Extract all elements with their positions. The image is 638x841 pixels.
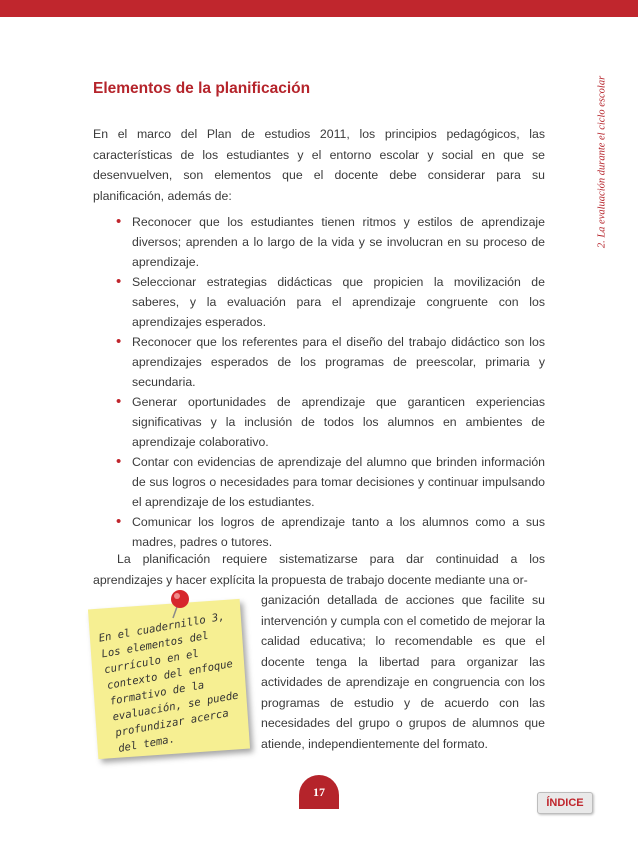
list-item: [116, 512, 545, 552]
sticky-note-text: En el cuadernillo 3, Los elementos del currículo en el contexto del enfoque formativo de la evaluación, se puede profundizar acerca del tema.: [97, 610, 240, 755]
bullet-icon: •: [116, 273, 122, 290]
page-number: 17: [299, 775, 339, 809]
intro-paragraph: En el marco del Plan de estudios 2011, los principios pedagógicos, las características de los estudiantes y el entorno escolar y social en que se desenvuelven, son elementos que el docente debe considerar para su planificación, además de:: [93, 127, 545, 203]
list-item: [116, 212, 545, 272]
chapter-side-label: [582, 72, 622, 252]
list-item-text: Comunicar los logros de aprendizaje tanto a los alumnos como a sus madres, padres o tutores.: [132, 515, 545, 549]
bullet-icon: •: [116, 453, 122, 470]
list-item: [116, 332, 545, 392]
list-item-text: Generar oportunidades de aprendizaje que garanticen experiencias significativas y la inclusión de todos los alumnos en ambientes de aprendizaje colaborativo.: [132, 395, 545, 449]
push-pin-icon: [165, 588, 191, 628]
list-item: [116, 272, 545, 332]
bullet-icon: •: [116, 513, 122, 530]
top-color-bar: [0, 0, 638, 17]
closing-paragraph-wrap: ganización detallada de acciones que facilite su intervención y cumpla con el cometido de mejorar la calidad educativa; lo recomendable es que el docente tenga la libertad para organizar las actividades de aprendizaje en congruencia con los programas de estudio y de acuerdo con las necesidades del grupo o grupos de alumnos que atiende, independientemente del formato.: [261, 593, 545, 751]
chapter-side-label-text: 2. La evaluación durante el ciclo escolar: [596, 75, 608, 249]
list-item: [116, 392, 545, 452]
section-title: Elementos de la planificación: [93, 80, 311, 97]
bullet-icon: •: [116, 333, 122, 350]
bullet-icon: •: [116, 393, 122, 410]
bullet-list: [116, 212, 545, 552]
closing-paragraph-start: La planificación requiere sistematizarse para dar continuidad a los aprendizajes y hacer explícita la propuesta de trabajo docente mediante una or-: [93, 552, 545, 587]
list-item: [116, 452, 545, 512]
list-item-text: Contar con evidencias de aprendizaje del alumno que brinden información de sus logros o necesidades para tomar decisiones y continuar impulsando el aprendizaje de los estudiantes.: [132, 455, 545, 509]
list-item-text: Reconocer que los estudiantes tienen ritmos y estilos de aprendizaje diversos; aprenden a lo largo de la vida y se involucran en su proceso de aprendizaje.: [132, 215, 545, 269]
list-item-text: Seleccionar estrategias didácticas que propicien la movilización de saberes, y la evaluación para el aprendizaje congruente con los aprendizajes esperados.: [132, 275, 545, 329]
index-button[interactable]: ÍNDICE: [537, 792, 593, 814]
bullet-icon: •: [116, 213, 122, 230]
list-item-text: Reconocer que los referentes para el diseño del trabajo didáctico son los aprendizajes esperados de los programas de preescolar, primaria y secundaria.: [132, 335, 545, 389]
